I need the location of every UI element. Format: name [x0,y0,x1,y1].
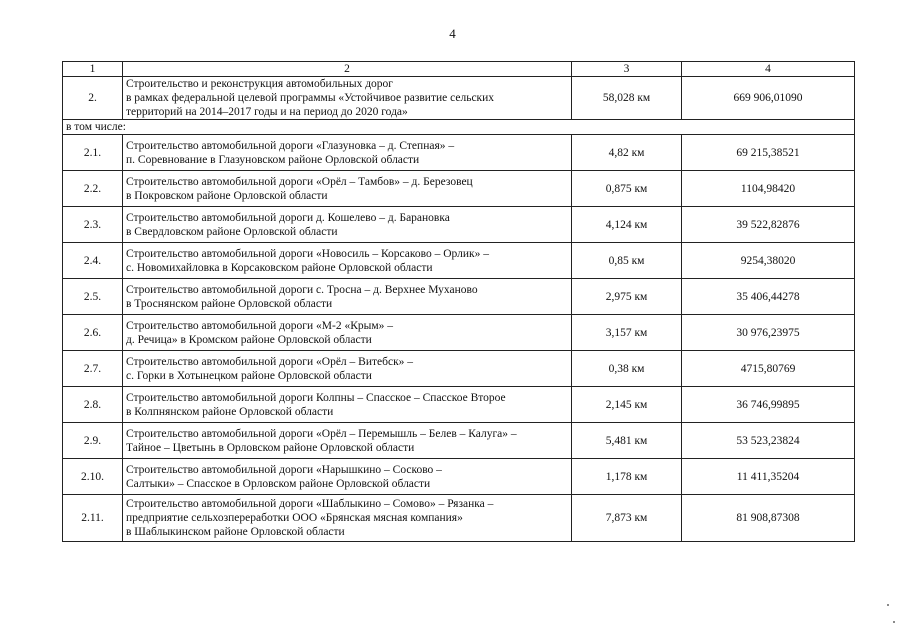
scan-speck [887,604,889,606]
table-row [63,351,855,387]
row-amount: 11 411,35204 [682,459,855,495]
description-line: п. Соревнование в Глазуновском районе Орловской области [126,153,420,166]
row-number: 2.7. [63,351,123,387]
row-length: 4,82 км [572,135,682,171]
row-length: 0,875 км [572,171,682,207]
table-row [63,459,855,495]
row-description [123,315,572,351]
row-amount: 35 406,44278 [682,279,855,315]
description-line: Строительство автомобильной дороги с. Тросна – д. Верхнее Муханово [126,283,478,296]
row-length: 0,85 км [572,243,682,279]
row-number: 2.4. [63,243,123,279]
description-line: с. Горки в Хотынецком районе Орловской области [126,369,372,382]
row-number: 2.6. [63,315,123,351]
table-row [63,207,855,243]
row-amount: 39 522,82876 [682,207,855,243]
row-number: 2.10. [63,459,123,495]
description-line: в рамках федеральной целевой программы «Устойчивое развитие сельских [126,92,495,104]
row-description [123,279,572,315]
row-description [123,495,572,542]
row-amount: 53 523,23824 [682,423,855,459]
row-amount: 69 215,38521 [682,135,855,171]
row-length: 1,178 км [572,459,682,495]
description-line: Строительство и реконструкция автомобильных дорог [126,78,394,90]
road-construction-table [62,61,855,542]
description-line: Строительство автомобильной дороги «Орёл – Перемышль – Белев – Калуга» – [126,427,517,440]
column-header: 1 [63,62,123,77]
row-number: 2. [63,77,123,120]
row-number: 2.5. [63,279,123,315]
row-description [123,207,572,243]
description-line: Строительство автомобильной дороги «Орёл – Тамбов» – д. Березовец [126,175,473,188]
description-line: Строительство автомобильной дороги «Нарышкино – Сосково – [126,463,442,476]
row-description [123,171,572,207]
description-line: в Покровском районе Орловской области [126,189,328,202]
row-number: 2.3. [63,207,123,243]
page-number: 4 [449,26,456,41]
column-number-header-row [63,62,855,77]
description-line: в Шаблыкинском районе Орловской области [126,526,345,538]
row-number: 2.9. [63,423,123,459]
description-line: с. Новомихайловка в Корсаковском районе Орловской области [126,261,433,274]
row-description [123,387,572,423]
description-line: предприятие сельхозпереработки ООО «Брянская мясная компания» [126,512,463,524]
main-row [63,77,855,120]
table-row [63,423,855,459]
table-row [63,279,855,315]
row-amount: 1104,98420 [682,171,855,207]
description-line: Строительство автомобильной дороги «Новосиль – Корсаково – Орлик» – [126,247,490,260]
row-amount: 36 746,99895 [682,387,855,423]
row-description [123,135,572,171]
row-length: 2,975 км [572,279,682,315]
row-length: 4,124 км [572,207,682,243]
description-line: Строительство автомобильной дороги «Глазуновка – д. Степная» – [126,139,455,152]
description-line: территорий на 2014–2017 годы и на период до 2020 года» [126,106,408,118]
subheading-text: в том числе: [63,120,855,135]
row-amount: 9254,38020 [682,243,855,279]
description-line: в Свердловском районе Орловской области [126,225,338,238]
description-line: в Колпнянском районе Орловской области [126,405,334,418]
row-length: 5,481 км [572,423,682,459]
table-row [63,315,855,351]
row-length: 7,873 км [572,495,682,542]
row-number: 2.1. [63,135,123,171]
description-line: Строительство автомобильной дороги д. Кошелево – д. Барановка [126,211,450,224]
row-amount: 4715,80769 [682,351,855,387]
column-header: 2 [123,62,572,77]
description-line: д. Речица» в Кромском районе Орловской области [126,333,372,346]
table-row [63,135,855,171]
column-header: 4 [682,62,855,77]
description-line: Строительство автомобильной дороги «Шаблыкино – Сомово» – Рязанка – [126,498,494,510]
row-length: 0,38 км [572,351,682,387]
row-amount: 30 976,23975 [682,315,855,351]
description-line: Салтыки» – Спасское в Орловском районе Орловской области [126,477,431,490]
table-row [63,387,855,423]
table-row [63,243,855,279]
row-length: 58,028 км [572,77,682,120]
scan-speck [893,621,895,623]
table-row [63,495,855,542]
row-amount: 81 908,87308 [682,495,855,542]
row-description [123,459,572,495]
row-length: 3,157 км [572,315,682,351]
row-description [123,351,572,387]
table-row [63,171,855,207]
row-length: 2,145 км [572,387,682,423]
description-line: в Троснянском районе Орловской области [126,297,333,310]
description-line: Строительство автомобильной дороги «Орёл – Витебск» – [126,355,414,368]
row-description [123,423,572,459]
table-body [63,62,855,542]
column-header: 3 [572,62,682,77]
row-amount: 669 906,01090 [682,77,855,120]
subheading-row [63,120,855,135]
row-description [123,77,572,120]
row-description [123,243,572,279]
row-number: 2.11. [63,495,123,542]
description-line: Строительство автомобильной дороги Колпны – Спасское – Спасское Второе [126,391,506,404]
row-number: 2.2. [63,171,123,207]
description-line: Тайное – Цветынь в Орловском районе Орловской области [126,441,415,454]
description-line: Строительство автомобильной дороги «М-2 «Крым» – [126,319,393,332]
row-number: 2.8. [63,387,123,423]
